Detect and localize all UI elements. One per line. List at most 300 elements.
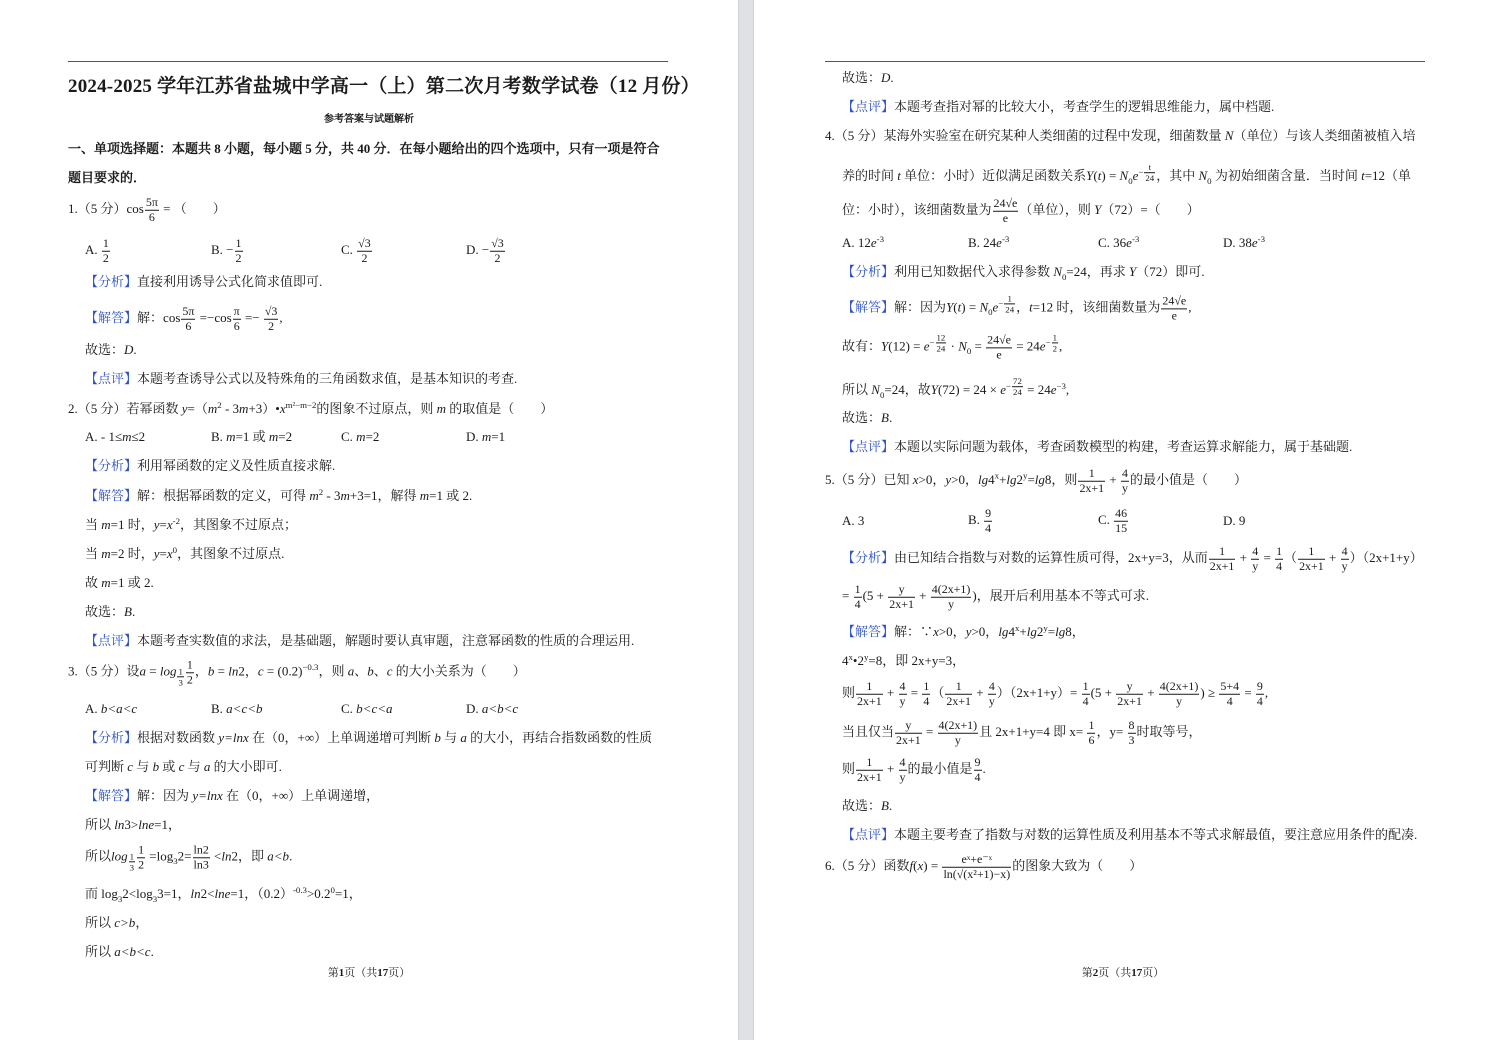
fraction [986, 333, 1012, 361]
numerator: 4 [1252, 543, 1259, 558]
text-run: = [1027, 471, 1035, 487]
text-run: 页） [1142, 967, 1165, 979]
numerator: 4 [1341, 543, 1348, 558]
text-run: = [971, 338, 986, 354]
fraction [988, 680, 996, 708]
math-variable: b<a<c [100, 701, 138, 717]
section-tag: 【解答】 [85, 309, 138, 325]
math-variable: y=lnx [218, 730, 249, 746]
text-run: 第 [327, 967, 339, 979]
text-run: 本题主要考查了指数与对数的运算性质及利用基本不等式求解最值，要注意应用条件的配凑. [894, 827, 1418, 843]
numerator: y [895, 719, 922, 734]
fraction [922, 680, 930, 708]
fraction [233, 305, 241, 333]
fraction [186, 658, 194, 686]
numerator: y [1116, 680, 1143, 695]
text-run: 所以 [85, 944, 115, 960]
fraction [1251, 545, 1259, 573]
text-run: 根据对数函数 [137, 730, 219, 746]
option-B [211, 237, 244, 265]
text-run: + [883, 760, 898, 776]
text-line [842, 439, 1352, 455]
tag-label: 点评 [98, 633, 125, 649]
denominator: 4 [1256, 693, 1263, 708]
tag-label: 解答 [855, 299, 882, 315]
math-variable: lne [214, 886, 231, 902]
fraction [1078, 467, 1105, 495]
text-run: = [159, 546, 167, 562]
denominator: y [948, 596, 955, 611]
math-variable: Y [930, 382, 938, 398]
text-line [85, 944, 154, 960]
subscript [176, 666, 184, 688]
math-variable: m [481, 429, 492, 445]
text-run: 本题考查诱导公式以及特殊角的三角函数求值，是基本知识的考查. [137, 371, 518, 387]
text-run: 所以 [85, 915, 115, 931]
question-line [68, 196, 226, 224]
question-line [68, 401, 553, 417]
text-run: 3=1， [157, 886, 191, 902]
fraction [1052, 332, 1058, 353]
text-run: >0， [951, 471, 979, 487]
math-variable: m [101, 575, 111, 591]
denominator: ln3 [193, 857, 209, 872]
math-variable: e [1000, 382, 1007, 398]
math-variable: N [1198, 168, 1208, 184]
superscript [929, 332, 948, 354]
text-run: D. 9 [1223, 513, 1246, 529]
text-line [85, 305, 283, 333]
math-variable: a<c<b [226, 701, 263, 717]
text-run: D. 38 [1223, 235, 1252, 251]
text-line [85, 517, 297, 533]
math-variable: e [870, 235, 877, 251]
subscript [128, 851, 136, 873]
text-run: , [1065, 382, 1070, 398]
math-variable: x [166, 546, 173, 562]
text-run: 的大小，再结合指数函数的性质 [466, 730, 653, 746]
text-line [842, 197, 1200, 225]
text-line [85, 274, 322, 290]
numerator: 1 [1209, 545, 1236, 560]
text-line [85, 546, 284, 562]
text-line [842, 99, 1274, 115]
numerator: 4(2x+1) [1159, 678, 1199, 693]
option-C [1098, 507, 1129, 535]
math-variable: m [101, 517, 111, 533]
math-variable: y=lnx [192, 788, 223, 804]
text-line [85, 759, 282, 775]
numerator: 1 [856, 756, 883, 771]
text-run: 时取等号， [1136, 723, 1202, 739]
text-run: 解：cos [137, 309, 181, 325]
text-run: 、 [354, 663, 368, 679]
text-run: A. - 1≤ [85, 429, 123, 445]
text-run: . [890, 70, 894, 86]
numerator: t [1144, 162, 1155, 173]
text-line [842, 653, 965, 669]
fraction [235, 237, 243, 265]
text-run: − [1138, 166, 1144, 177]
text-run: A. 12 [842, 235, 871, 251]
numerator: 1 [1082, 678, 1089, 693]
math-variable: B [881, 410, 889, 426]
header-rule [68, 61, 668, 62]
denominator: 2x+1 [857, 693, 882, 708]
numerator: 1 [1078, 467, 1105, 482]
numerator: √3 [264, 303, 278, 318]
text-run: · [947, 338, 959, 354]
question-line [825, 467, 1247, 495]
math-variable: N [1119, 168, 1129, 184]
math-variable: t [897, 168, 901, 184]
text-run: = [907, 684, 922, 700]
superscript [877, 234, 884, 244]
numerator: 72 [1013, 376, 1022, 387]
numerator: √3 [491, 235, 504, 250]
text-run: +3）• [248, 401, 280, 417]
text-line [85, 458, 335, 474]
fraction [1256, 680, 1264, 708]
numerator: 1 [186, 657, 193, 672]
option-C [341, 701, 393, 717]
math-variable: m [436, 401, 447, 417]
text-run: -3 [1131, 233, 1140, 244]
option-B [968, 507, 993, 535]
math-variable: Y [1129, 264, 1137, 280]
text-run: （72）即可. [1136, 264, 1205, 280]
numerator: 5π [182, 303, 195, 318]
fraction [137, 843, 145, 871]
text-run: （ [1284, 549, 1298, 565]
text-run: 、 [373, 663, 387, 679]
math-variable: x [912, 471, 919, 487]
tag-label: 点评 [855, 439, 882, 455]
math-variable: a<b<c [114, 944, 151, 960]
math-variable: m [419, 488, 430, 504]
text-run: 0 [988, 306, 993, 317]
bold-number: 1 [338, 967, 345, 979]
math-variable: B [881, 798, 889, 814]
text-run: 页（共 [344, 967, 378, 979]
text-run: =2 [278, 429, 293, 445]
superscript [1132, 234, 1139, 244]
text-line [842, 719, 1202, 747]
math-variable: D [124, 342, 134, 358]
text-line [85, 604, 135, 620]
text-run: 解：因为 [137, 788, 193, 804]
text-run: . [888, 410, 893, 426]
text-run: C. 36 [1098, 235, 1127, 251]
text-run: 单位：小时）近似满足函数关系 [900, 168, 1087, 184]
denominator: y [988, 693, 995, 708]
numerator: 4 [899, 754, 906, 769]
numerator: 9 [1256, 678, 1263, 693]
text-run: 与 [133, 759, 153, 775]
text-run: ）（2x+1+y）= [996, 684, 1081, 700]
tag-label: 分析 [98, 274, 125, 290]
tag-label: 分析 [855, 264, 882, 280]
math-group [1006, 376, 1024, 398]
text-line [842, 827, 1417, 843]
math-variable: b<c<a [356, 701, 393, 717]
fraction [993, 197, 1019, 225]
superscript [286, 400, 317, 410]
math-variable: t [1361, 168, 1365, 184]
superscript [998, 293, 1016, 315]
fraction [1087, 719, 1095, 747]
text-run: 故选： [842, 70, 882, 86]
math-group [1138, 162, 1156, 184]
text-run: = [214, 663, 229, 679]
section-tag: 【分析】 [85, 274, 138, 290]
option-D [466, 701, 518, 717]
superscript [302, 662, 318, 672]
text-run: =1，（0.2） [230, 886, 293, 902]
math-variable: ln [114, 817, 125, 833]
math-variable: Y [1086, 168, 1094, 184]
text-run: D. − [466, 241, 490, 257]
text-run: =24，故 [884, 382, 931, 398]
section-heading: 一、单项选择题：本题共 8 小题，每小题 5 分，共 40 分．在每小题给出的四个选项中，只有一项是符合 [68, 141, 660, 156]
math-variable: c>b [114, 915, 136, 931]
text-run: C. [341, 241, 357, 257]
text-run: （单位）与该人类细菌被植入培 [1233, 128, 1416, 144]
text-run: ，y= [1096, 723, 1127, 739]
math-variable: lg [978, 471, 989, 487]
text-run: + [883, 684, 898, 700]
text-run: =1， [334, 886, 362, 902]
text-line [85, 886, 362, 902]
numerator: 1 [138, 842, 145, 857]
math-variable: a [139, 663, 147, 679]
text-run: 在（0，+∞）上单调递增， [222, 788, 380, 804]
numerator: 4(2x+1) [931, 581, 971, 596]
text-run: 本题考查实数值的求法，是基础题，解题时要认真审题，注意幂函数的性质的合理运用. [137, 633, 635, 649]
math-variable: lg [1034, 471, 1045, 487]
text-run: = 24 [1023, 382, 1051, 398]
text-run: -2 [172, 515, 181, 526]
text-run: y [1043, 622, 1048, 633]
math-variable: ln [221, 848, 232, 864]
text-run: 2< [200, 886, 215, 902]
text-run: 的取值是（ ） [446, 401, 554, 417]
numerator: 46 [1115, 505, 1128, 520]
text-run: +3=1，解得 [349, 488, 420, 504]
text-run: 8， [1065, 624, 1085, 640]
tag-label: 分析 [98, 458, 125, 474]
math-variable: B [124, 604, 132, 620]
text-run: =1 或 2. [429, 488, 473, 504]
numerator: π [233, 303, 240, 318]
math-variable: Y [946, 299, 954, 315]
math-variable: log [159, 663, 177, 679]
math-variable: N [958, 338, 967, 354]
math-variable: e [1126, 235, 1132, 251]
text-line [85, 915, 148, 931]
option-D [466, 429, 505, 445]
math-variable: m [356, 429, 366, 445]
text-run: y [863, 651, 869, 662]
text-run: 4 [1008, 624, 1015, 640]
text-line [842, 583, 1149, 611]
text-run: 与 [440, 730, 461, 746]
text-run: =12（单 [1364, 168, 1412, 184]
text-run: = [1047, 624, 1056, 640]
math-variable: a [347, 663, 355, 679]
denominator: 24 [1145, 173, 1155, 184]
text-run: ( [1093, 168, 1098, 184]
denominator: y [899, 769, 906, 784]
text-run: 与 [184, 759, 204, 775]
text-run: 2 [318, 486, 324, 497]
text-run: （72）=（ ） [1101, 201, 1200, 217]
text-run: =1 或 2. [110, 575, 154, 591]
math-variable: b [152, 759, 160, 775]
option-C [341, 429, 379, 445]
text-run: =24，再求 [1066, 264, 1129, 280]
tag-label: 分析 [98, 730, 125, 746]
denominator: ln(√(x²+1)−x) [943, 866, 1011, 881]
text-run: ）（2x+1+y） [1349, 549, 1423, 565]
header-rule [825, 61, 1425, 62]
math-variable: lne [138, 817, 155, 833]
denominator: 2 [102, 250, 109, 265]
numerator: eˣ+e⁻ˣ [942, 853, 1011, 868]
text-run: 解：根据幂函数的定义，可得 [137, 488, 310, 504]
fraction [1219, 680, 1240, 708]
text-run: 直接利用诱导公式化简求值即可. [137, 274, 323, 290]
text-run: =2 [365, 429, 380, 445]
text-run: 故选： [842, 410, 882, 426]
fraction [1161, 294, 1187, 322]
document-title: 2024-2025 学年江苏省盐城中学高一（上）第二次月考数学试卷（12 月份） [68, 76, 700, 97]
math-variable: m [207, 401, 218, 417]
math-variable: b [207, 663, 215, 679]
superscript [1258, 234, 1265, 244]
text-run: C. [341, 429, 357, 445]
tag-label: 解答 [855, 624, 882, 640]
text-run: . [150, 944, 154, 960]
text-run: =1 时， [110, 517, 154, 533]
text-run: 的大小关系为（ ） [392, 663, 526, 679]
numerator: 24√e [1162, 293, 1187, 308]
text-run: B. [211, 429, 227, 445]
text-run: ，其图象不过原点； [180, 517, 298, 533]
text-run: < [210, 848, 222, 864]
fraction [974, 756, 982, 784]
denominator: 4 [1226, 693, 1233, 708]
text-run: =2 时， [110, 546, 154, 562]
text-run: A. 3 [842, 513, 865, 529]
section-tag: 【点评】 [842, 439, 895, 455]
text-run: 2，即 [231, 848, 268, 864]
section-tag: 【分析】 [842, 549, 895, 565]
numerator: 1 [856, 680, 883, 695]
text-run: −3 [1056, 380, 1066, 391]
fraction [1012, 376, 1023, 397]
text-run: + [1236, 549, 1251, 565]
section-tag: 【点评】 [842, 827, 895, 843]
denominator: 6 [1088, 732, 1095, 747]
text-run: 故选： [85, 342, 125, 358]
text-line [842, 70, 894, 86]
document-page-1 [0, 0, 738, 1040]
fraction [145, 196, 159, 224]
numerator: 8 [1128, 717, 1135, 732]
fraction [1144, 162, 1155, 183]
text-run: >0， [971, 624, 999, 640]
numerator: 1 [945, 680, 972, 695]
fraction [1116, 680, 1143, 708]
option-B [968, 235, 1009, 251]
option-B [211, 429, 292, 445]
text-run: =− [241, 309, 263, 325]
text-run: ， [194, 663, 208, 679]
tag-label: 解答 [98, 788, 125, 804]
text-run: 而 log [85, 886, 118, 902]
math-variable: b [367, 663, 374, 679]
text-run: 2 [1016, 471, 1024, 487]
text-run: − [929, 337, 935, 348]
text-run: (5 + [862, 587, 888, 603]
text-run: ( [913, 857, 918, 873]
section-tag: 【分析】 [85, 458, 138, 474]
section-tag: 【点评】 [85, 371, 138, 387]
text-run: 故选： [85, 604, 125, 620]
numerator: √3 [358, 235, 371, 250]
text-run: − [998, 298, 1004, 309]
text-run: = [922, 723, 937, 739]
text-run: , [1264, 684, 1269, 700]
numerator: 4 [988, 678, 995, 693]
text-run: - 3 [323, 488, 341, 504]
fraction [129, 851, 135, 872]
denominator: e [1002, 210, 1009, 225]
text-run: = [1241, 684, 1255, 700]
text-run: >0.2 [306, 886, 331, 902]
text-run: = [146, 663, 160, 679]
denominator: 2x+1 [1079, 480, 1105, 495]
text-run: 2 [1036, 624, 1044, 640]
denominator: 24 [936, 343, 946, 354]
text-line [842, 293, 1191, 322]
denominator: 2x+1 [1117, 693, 1142, 708]
text-run: 且 2x+1+y=4 即 x= [979, 723, 1087, 739]
superscript [1006, 376, 1024, 398]
document-page-2 [754, 0, 1492, 1040]
denominator: y [1341, 558, 1348, 573]
fraction [899, 680, 907, 708]
text-run: (12) = [888, 338, 924, 354]
numerator: 1 [235, 235, 242, 250]
option-C [1098, 235, 1139, 251]
tag-label: 点评 [98, 371, 125, 387]
denominator: y [1121, 480, 1128, 495]
fraction [102, 237, 110, 265]
text-run: >0， [918, 471, 946, 487]
text-run: B. [211, 701, 227, 717]
math-variable: e [1039, 338, 1046, 354]
text-run: 所以 [85, 848, 112, 864]
text-run: 0 [172, 544, 178, 555]
text-run: 3 [173, 856, 178, 867]
denominator: y [899, 693, 906, 708]
denominator: 3 [129, 862, 135, 873]
text-run: 5.（5 分）已知 [825, 471, 913, 487]
text-run: = (0.2) [263, 663, 303, 679]
math-variable: x [917, 857, 924, 873]
